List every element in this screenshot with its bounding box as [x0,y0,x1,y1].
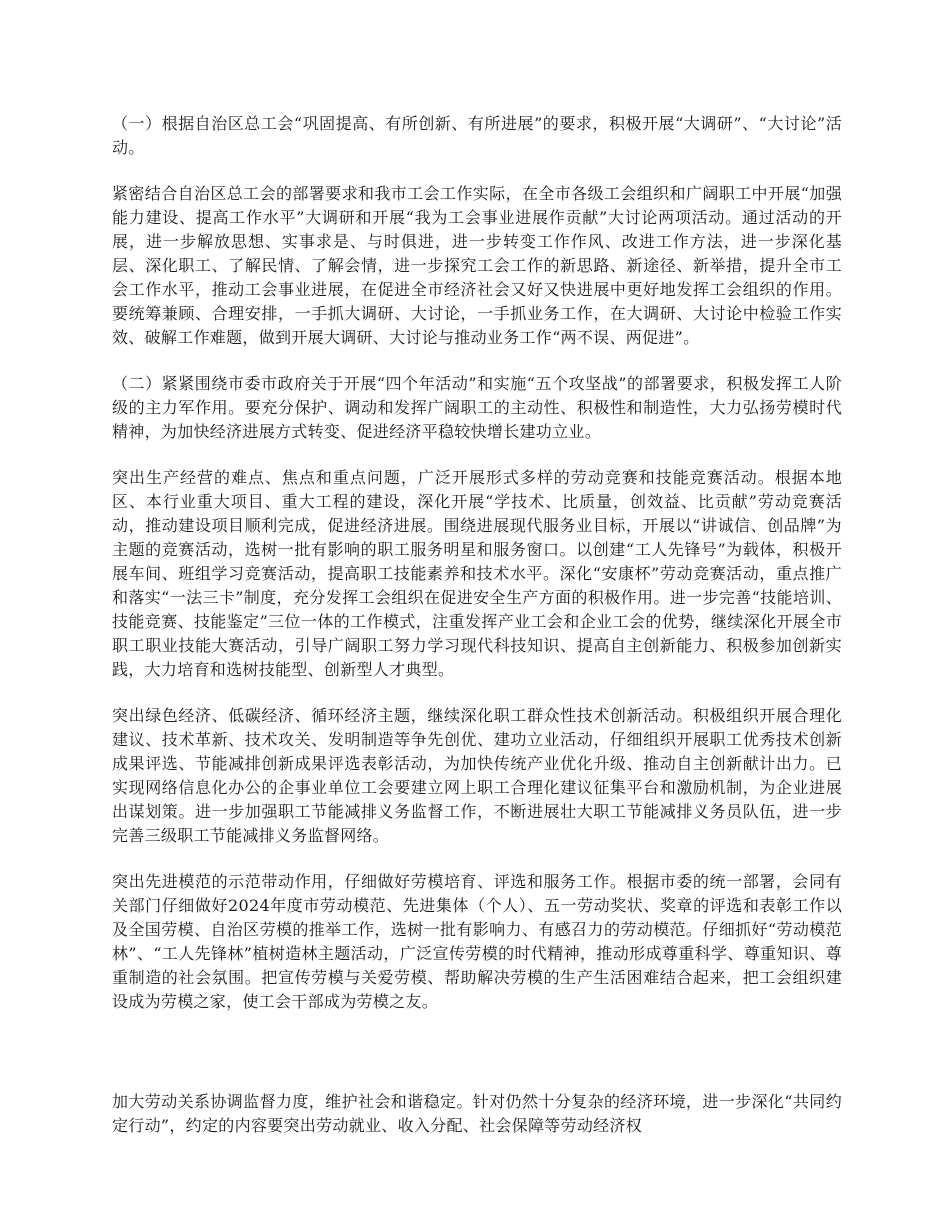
paragraph-1: （一）根据自治区总工会“巩固提高、有所创新、有所进展”的要求，积极开展“大调研”、“大讨论”活动。 [112,114,842,157]
paragraph-spacer [112,444,842,466]
paragraph-spacer [112,848,842,870]
paragraph-2: 紧密结合自治区总工会的部署要求和我市工会工作实际，在全市各级工会组织和广阔职工中开展“加强能力建设、提高工作水平”大调研和开展“我为工会事业进展作贡献”大讨论两项活动。通过活动的开展，进一步解放思想、实事求是、与时俱进，进一步转变工作作风、改进工作方法，进一步深化基层、深化职工、了解民情、了解会情，进一步探究工会工作的新思路、新途径、新举措，提升全市工会工作水平，推动工会事业进展，在促进全市经济社会又好又快进展中更好地发挥工会组织的作用。要统筹兼顾、合理安排，一手抓大调研、大讨论，一手抓业务工作，在大调研、大讨论中检验工作实效、破解工作难题，做到开展大调研、大讨论与推动业务工作“两不误、两促进”。 [112,184,842,347]
section-spacer [112,1014,842,1090]
paragraph-spacer [112,682,842,704]
paragraph-4: 突出生产经营的难点、焦点和重点问题，广泛开展形式多样的劳动竞赛和技能竞赛活动。根据本地区、本行业重大项目、重大工程的建设，深化开展“学技术、比质量，创效益、比贡献”劳动竞赛活动，推动建设项目顺利完成，促进经济进展。围绕进展现代服务业目标，开展以“讲诚信、创品牌”为主题的竞赛活动，选树一批有影响的职工服务明星和服务窗口。以创建“工人先锋号”为载体，积极开展车间、班组学习竞赛活动，提高职工技能素养和技术水平。深化“安康杯”劳动竞赛活动，重点推广和落实“一法三卡”制度，充分发挥工会组织在促进安全生产方面的积极作用。进一步完善“技能培训、技能竞赛、技能鉴定”三位一体的工作模式，注重发挥产业工会和企业工会的优势，继续深化开展全市职工职业技能大赛活动，引导广阔职工努力学习现代科技知识、提高自主创新能力、积极参加创新实践，大力培育和选树技能型、创新型人才典型。 [112,468,842,679]
paragraph-5: 突出绿色经济、低碳经济、循环经济主题，继续深化职工群众性技术创新活动。积极组织开展合理化建议、技术革新、技术攻关、发明制造等争先创优、建功立业活动，仔细组织开展职工优秀技术创新成果评选、节能减排创新成果评选表彰活动，为加快传统产业优化升级、推动自主创新献计出力。已实现网络信息化办公的企事业单位工会要建立网上职工合理化建议征集平台和激励机制，为企业进展出谋划策。进一步加强职工节能减排义务监督工作，不断进展壮大职工节能减排义务员队伍，进一步完善三级职工节能减排义务监督网络。 [112,706,842,845]
paragraph-spacer [112,350,842,372]
paragraph-6: 突出先进模范的示范带动作用，仔细做好劳模培育、评选和服务工作。根据市委的统一部署，会同有关部门仔细做好2024年度市劳动模范、先进集体（个人）、五一劳动奖状、奖章的评选和表彰工作以及全国劳模、自治区劳模的推举工作，选树一批有影响力、有感召力的劳动模范。仔细抓好“劳动模范林”、“工人先锋林”植树造林主题活动，广泛宣传劳模的时代精神，推动形成尊重科学、尊重知识、尊重制造的社会氛围。把宣传劳模与关爱劳模、帮助解决劳模的生产生活困难结合起来，把工会组织建设成为劳模之家，使工会干部成为劳模之友。 [112,872,842,1011]
document-page [112,112,842,1138]
paragraph-3: （二）紧紧围绕市委市政府关于开展“四个年活动”和实施“五个攻坚战”的部署要求，积极发挥工人阶级的主力军作用。要充分保护、调动和发挥广阔职工的主动性、积极性和制造性，大力弘扬劳模时代精神，为加快经济进展方式转变、促进经济平稳较快增长建功立业。 [112,374,842,441]
paragraph-spacer [112,160,842,182]
paragraph-7: 加大劳动关系协调监督力度，维护社会和谐稳定。针对仍然十分复杂的经济环境，进一步深化“共同约定行动”，约定的内容要突出劳动就业、收入分配、社会保障等劳动经济权 [112,1092,842,1135]
